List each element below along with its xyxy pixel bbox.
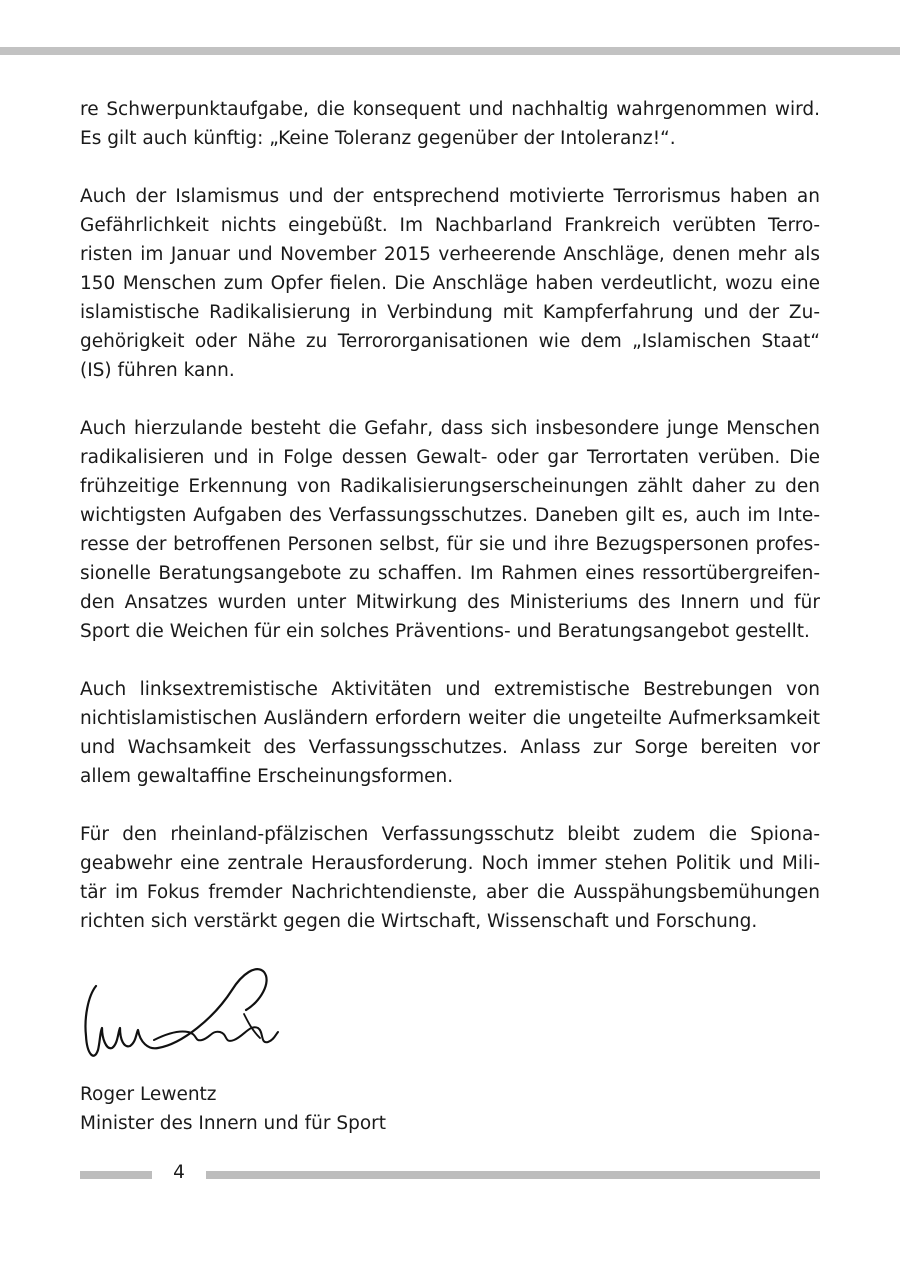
footer-bar-left [80,1171,152,1179]
signature-block [80,1080,386,1138]
signatory-name: Roger Lewentz [80,1084,217,1105]
paragraph: Auch linksextremistische Aktivitäten und extremistische Bestrebungen von nichtislamistischen Ausländern erfordern weiter die ungeteilte Aufmerksamkeit und Wachsamkeit des Verfassungsschutzes. Anlass zur Sorge bereiten vor allem gewaltaffine Erscheinungsformen. [80,679,820,787]
paragraph: Auch hierzulande besteht die Gefahr, dass sich insbesondere junge Menschen radikalisieren und in Folge dessen Gewalt- oder gar Terrortaten verüben. Die frühzeitige Erkennung von Radikalisierungserscheinungen zählt daher zu den wichtigsten Aufgaben des Verfassungsschutzes. Daneben gilt es, auch im Interesse der betroffenen Personen selbst, für sie und ihre Bezugspersonen professionelle Beratungsangebote zu schaffen. Im Rahmen eines ressortübergreifenden Ansatzes wurden unter Mitwirkung des Ministeriums des Innern und für Sport die Weichen für ein solches Präventions- und Beratungsangebot gestellt. [80,418,820,642]
page-number: 4 [173,1162,185,1183]
header-bar [0,47,900,55]
signatory-title: Minister des Innern und für Sport [80,1113,387,1134]
paragraph: Auch der Islamismus und der entsprechend motivierte Terrorismus haben an Gefährlichkeit nichts eingebüßt. Im Nachbarland Frankreich verübten Terroristen im Januar und November 2015 verheerende Anschläge, denen mehr als 150 Menschen zum Opfer fielen. Die Anschläge haben verdeutlicht, wozu eine islamistische Radikalisierung in Verbindung mit Kampferfahrung und der Zugehörigkeit oder Nähe zu Terrororganisationen wie dem „Islamischen Staat“ (IS) führen kann. [80,186,820,381]
footer-bar-right [206,1171,820,1179]
paragraph: Für den rheinland-pfälzischen Verfassungsschutz bleibt zudem die Spionageabwehr eine zentrale Herausforderung. Noch immer stehen Politik und Militär im Fokus fremder Nachrichtendienste, aber die Ausspähungsbemühungen richten sich verstärkt gegen die Wirtschaft, Wissenschaft und Forschung. [80,824,820,932]
paragraph: re Schwerpunktaufgabe, die konsequent und nachhaltig wahrgenommen wird. Es gilt auch künftig: „Keine Toleranz gegenüber der Intoleranz!“. [80,99,820,149]
body-text [80,95,820,965]
signature [74,958,284,1078]
